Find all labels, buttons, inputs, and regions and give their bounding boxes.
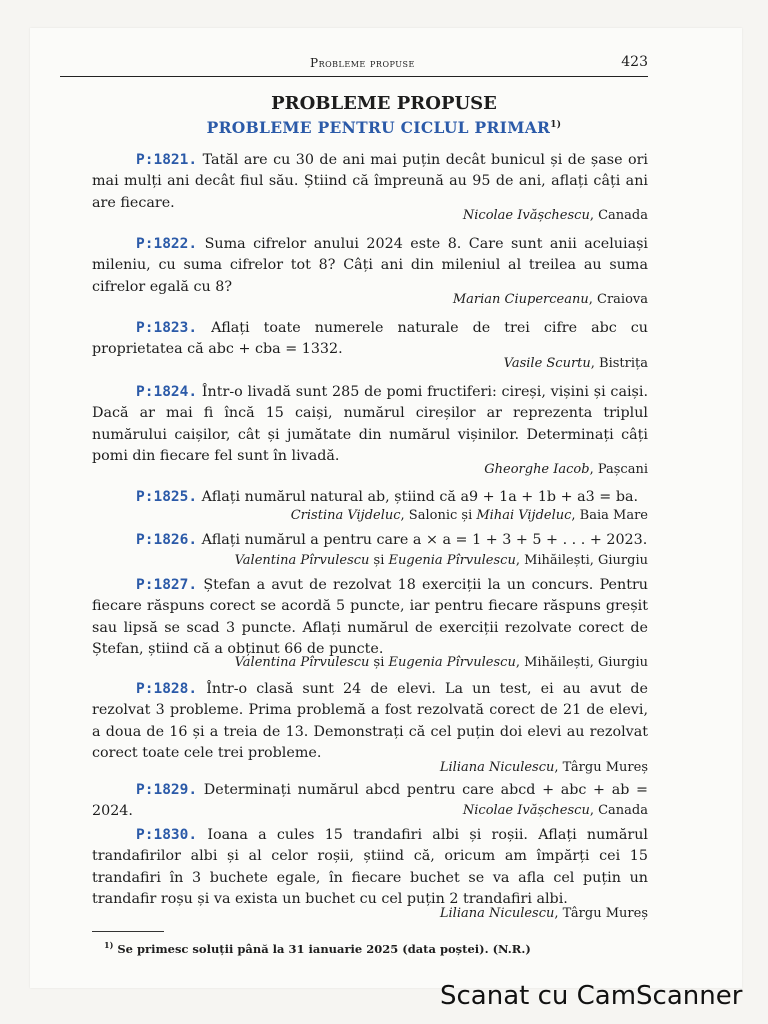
author-name: Vasile Scurtu: [503, 356, 591, 371]
problem-author: [463, 803, 648, 818]
problem-1823: [92, 318, 648, 361]
author-name: Marian Ciuperceanu: [452, 292, 589, 307]
footnote-text: Se primesc soluții până la 31 ianuarie 2025 (data poștei). (N.R.): [117, 941, 531, 956]
problem-1828: [92, 679, 648, 764]
author-name-2: Mihai Vijdeluc: [476, 508, 572, 523]
author-location: și: [369, 553, 389, 568]
problem-id: P:1828.: [136, 681, 198, 697]
author-name: Liliana Niculescu: [439, 760, 555, 775]
section-subtitle: [0, 118, 768, 137]
author-location: , Pașcani: [589, 462, 648, 477]
problem-author: [440, 906, 648, 921]
problem-1826: [92, 530, 648, 551]
problem-author: [484, 462, 648, 477]
page-number: 423: [621, 54, 648, 70]
scanner-watermark: Scanat cu CamScanner: [440, 981, 743, 1011]
problem-text: Într-o clasă sunt 24 de elevi. La un test, ei au avut de rezolvat 3 probleme. Prima problemă a fost rezolvată corect de 21 de elevi, a doua de 16 și a treia de 13. Demonstrați că cel puțin doi elevi au rezolvat corect toate cele trei probleme.: [92, 681, 649, 761]
problem-text: Aflați numărul natural ab, știind că a9 + 1a + 1b + a3 = ba.: [201, 489, 639, 505]
footnote-divider: [92, 931, 164, 932]
problem-text: Ștefan a avut de rezolvat 18 exerciții la un concurs. Pentru fiecare răspuns corect se acordă 5 puncte, iar pentru fiecare răspuns greșit sau lipsă se scad 3 puncte. Aflați numărul de exerciții rezolvate corect de Ștefan, știind că a obținut 66 de puncte.: [92, 577, 648, 657]
problem-text: Aflați numărul a pentru care a × a = 1 + 3 + 5 + . . . + 2023.: [201, 532, 648, 548]
subtitle-text: PROBLEME PENTRU CICLUL PRIMAR: [206, 118, 551, 137]
problem-id: P:1824.: [136, 384, 198, 400]
problem-id: P:1830.: [136, 827, 198, 843]
problem-id: P:1826.: [136, 532, 198, 548]
author-location: , Canada: [589, 208, 648, 223]
problem-1827: [92, 575, 648, 660]
problem-1822: [92, 234, 648, 298]
problem-author: [453, 292, 648, 307]
problem-author: [504, 356, 648, 371]
problem-id: P:1823.: [136, 320, 198, 336]
author-location-2: , Baia Mare: [571, 508, 648, 523]
author-location: , Craiova: [588, 292, 648, 307]
problem-text: Tatăl are cu 30 de ani mai puțin decât bunicul și de șase ori mai mulți ani decât fiul său. Știind că împreună au 95 de ani, aflați câți ani are fiecare.: [92, 152, 648, 211]
problem-text: Într-o livadă sunt 285 de pomi fructiferi: cireși, vișini și caiși. Dacă ar mai fi încă 15 caiși, numărul cireșilor ar reprezenta triplul numărului caișilor, cât și jumătate din numărul vișinilor. Determinați câți pomi din fiecare fel sunt în livadă.: [92, 384, 648, 464]
author-name-2: Eugenia Pîrvulescu: [388, 655, 516, 670]
author-name: Valentina Pîrvulescu: [234, 553, 370, 568]
problem-text: Aflați toate numerele naturale de trei cifre abc cu proprietatea că abc + cba = 1332.: [92, 320, 648, 358]
footnote-mark: 1): [104, 940, 114, 950]
problem-id: P:1825.: [136, 489, 198, 505]
author-name: Valentina Pîrvulescu: [234, 655, 370, 670]
author-location: , Târgu Mureș: [554, 906, 648, 921]
author-name-2: Eugenia Pîrvulescu: [388, 553, 516, 568]
problem-text: Determinați numărul abcd pentru care abcd + abc + ab = 2024.: [92, 782, 649, 820]
problem-author: [235, 553, 648, 568]
author-location-2: , Mihăilești, Giurgiu: [515, 655, 648, 670]
problem-1821: [92, 150, 648, 214]
problem-author: [291, 508, 648, 523]
problem-text: Suma cifrelor anului 2024 este 8. Care sunt anii aceluiași mileniu, cu suma cifrelor tot 8? Câți ani din mileniul al treilea au suma cifrelor egală cu 8?: [92, 236, 649, 295]
author-location: și: [369, 655, 389, 670]
problem-1824: [92, 382, 648, 467]
problem-id: P:1827.: [136, 577, 198, 593]
running-header: [60, 36, 648, 77]
problem-id: P:1821.: [136, 152, 198, 168]
problem-author: [463, 208, 648, 223]
problem-text: Ioana a cules 15 trandafiri albi și roșii. Aflați numărul trandafirilor albi și al celor roșii, știind că, oricum am împărți cei 15 trandafiri în 3 buchete egale, în fiecare buchet se va afla cel puțin un trandafir roșu și va exista un buchet cu cel puțin 2 trandafiri albi.: [92, 827, 649, 907]
author-location: , Salonic și: [400, 508, 477, 523]
problem-1830: [92, 825, 648, 910]
problem-author: [235, 655, 648, 670]
problem-1825: [92, 487, 648, 508]
author-name: Gheorghe Iacob: [484, 462, 590, 477]
problem-author: [440, 760, 648, 775]
author-name: Nicolae Ivășchescu: [462, 803, 590, 818]
author-location: , Bistrița: [590, 356, 648, 371]
section-title: PROBLEME PROPUSE: [271, 93, 497, 114]
problem-id: P:1822.: [136, 236, 198, 252]
author-name: Nicolae Ivășchescu: [462, 208, 590, 223]
author-name: Cristina Vijdeluc: [290, 508, 401, 523]
running-header-title: Probleme propuse: [310, 56, 415, 70]
problem-id: P:1829.: [136, 782, 198, 798]
author-location: , Canada: [589, 803, 648, 818]
author-location-2: , Mihăilești, Giurgiu: [515, 553, 648, 568]
author-location: , Târgu Mureș: [554, 760, 648, 775]
footnote-ref: 1): [550, 119, 562, 130]
footnote: [104, 940, 531, 956]
author-name: Liliana Niculescu: [439, 906, 555, 921]
